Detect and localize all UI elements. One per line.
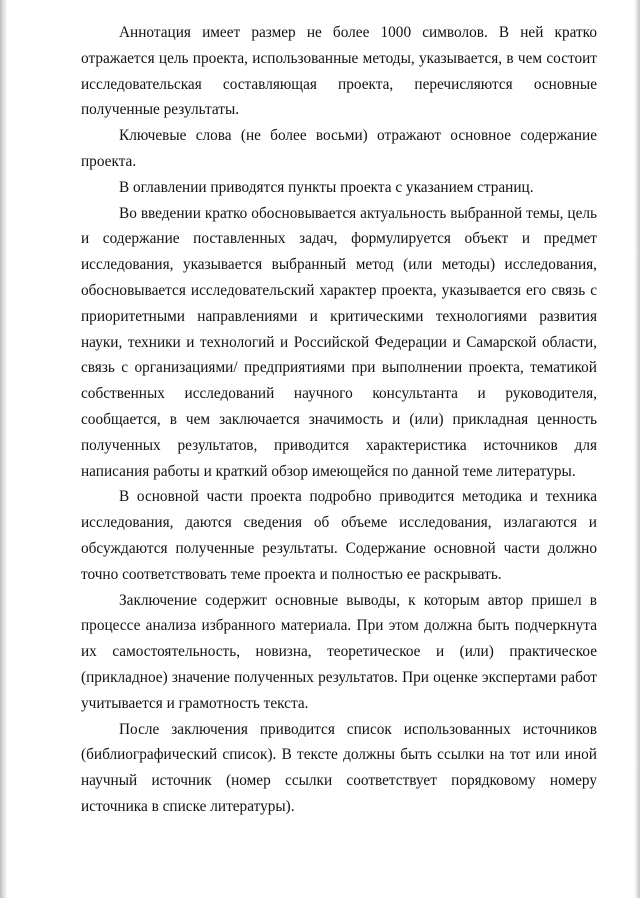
paragraph-table-of-contents: В оглавлении приводятся пункты проекта с указанием страниц. <box>119 178 534 196</box>
scan-edge-left <box>0 0 7 898</box>
paragraph-main-part: В основной части проекта подробно приводится методика и техника исследования, даются сведения об объеме исследования, излагаются и обсуждаются полученные результаты. Содержание основной части должно точно соответствовать теме проекта и полностью ее раскрывать. <box>81 488 597 583</box>
scan-edge-right <box>634 0 640 898</box>
paragraph-annotation: Аннотация имеет размер не более 1000 символов. В ней кратко отражается цель проекта, использованные методы, указывается, в чем состоит исследовательская составляющая проекта, перечисляются основные полученные результаты. <box>81 24 597 119</box>
paragraph-conclusion: Заключение содержит основные выводы, к которым автор пришел в процессе анализа избранного материала. При этом должна быть подчеркнута их самостоятельность, новизна, теоретическое и (или) практическое (прикладное) значение полученных результатов. При оценке экспертами работ учитывается и грамотность текста. <box>81 591 597 712</box>
document-page <box>81 20 597 820</box>
paragraph-introduction: Во введении кратко обосновывается актуальность выбранной темы, цель и содержание поставленных задач, формулируется объект и предмет исследования, указывается выбранный метод (или методы) исследования, обосновывается исследовательский характер проекта, указывается его связь с приоритетными направлениями и критическими технологиями развития науки, техники и технологий и Российской Федерации и Самарской области, связь с организациями/ предприятиями при выполнении проекта, тематикой собственных исследований научного консультанта и руководителя, сообщается, в чем заключается значимость и (или) прикладная ценность полученных результатов, приводится характеристика источников для написания работы и краткий обзор имеющейся по данной теме литературы. <box>81 204 597 480</box>
paragraph-references: После заключения приводится список использованных источников (библиографический список). В тексте должны быть ссылки на тот или иной научный источник (номер ссылки соответствует порядковому номеру источника в списке литературы). <box>81 720 597 815</box>
paragraph-keywords: Ключевые слова (не более восьми) отражают основное содержание проекта. <box>81 127 597 170</box>
